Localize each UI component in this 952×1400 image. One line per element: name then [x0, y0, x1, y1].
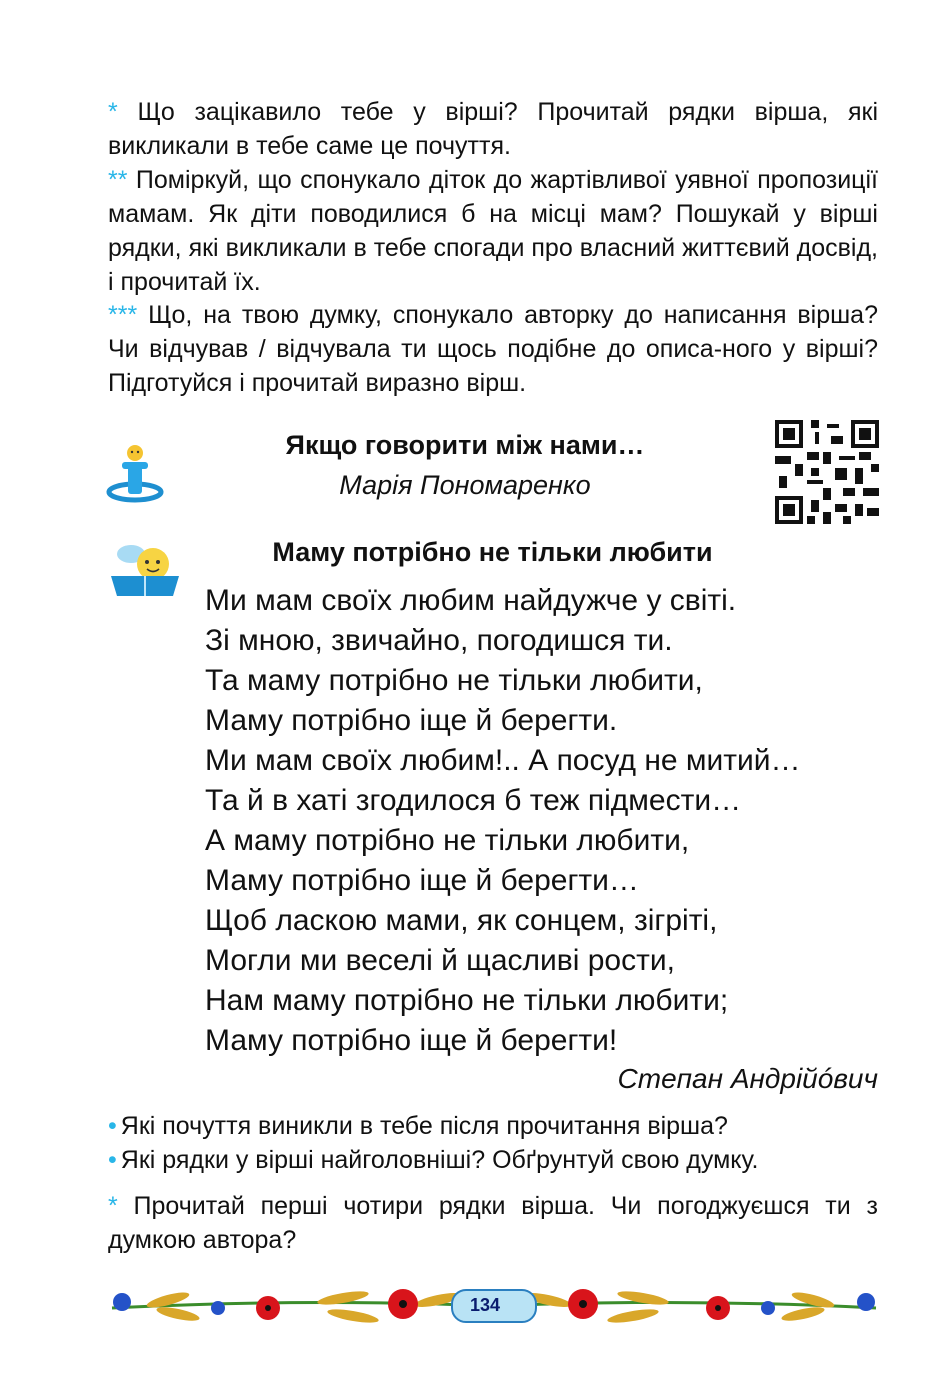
reading-child-icon: [105, 540, 185, 600]
task-text: Прочитай перші чотири рядки вірша. Чи погоджуєшся ти з думкою автора?: [108, 1192, 878, 1254]
task-bottom: [108, 1189, 878, 1257]
intro-title: Якщо говорити між нами…: [285, 430, 645, 460]
poem-line: Нам маму потрібно не тільки любити;: [205, 984, 729, 1017]
page-number: 134: [469, 1295, 501, 1315]
poem-line: Ми мам своїх любим!.. А посуд не митий…: [205, 744, 801, 777]
question-item: [108, 1109, 758, 1143]
difficulty-stars: ***: [108, 301, 138, 329]
poem-title: Маму потрібно не тільки любити: [272, 537, 713, 567]
poem-author: Степан Андрійóвич: [617, 1063, 878, 1094]
question-text: Які почуття виникли в тебе після прочитання вірша?: [120, 1112, 728, 1140]
question-list: [108, 1109, 758, 1177]
poem-line: Могли ми веселі й щасливі рости,: [205, 944, 675, 977]
poem-line: Зі мною, звичайно, погодишся ти.: [205, 624, 673, 657]
poem-line: Та маму потрібно не тільки любити,: [205, 664, 703, 697]
bullet: •: [108, 1146, 117, 1174]
bullet: •: [108, 1112, 117, 1140]
poem-line: Щоб ласкою мами, як сонцем, зігріті,: [205, 904, 718, 937]
poem-line: А маму потрібно не тільки любити,: [205, 824, 690, 857]
qr-code-icon[interactable]: [775, 420, 879, 524]
poem-line: Ми мам своїх любим найдужче у світі.: [205, 584, 737, 617]
question-item: [108, 1143, 758, 1177]
question-text: Які рядки у вірші найголовніші? Обґрунтуй свою думку.: [120, 1146, 759, 1174]
task-two-stars: [108, 163, 878, 299]
poem-line: Маму потрібно іще й берегти…: [205, 864, 639, 897]
difficulty-stars: *: [108, 1192, 118, 1220]
poem-line: Маму потрібно іще й берегти!: [205, 1024, 618, 1057]
task-three-stars: [108, 298, 878, 400]
intro-author: Марія Пономаренко: [339, 470, 591, 500]
task-text: Що зацікавило тебе у вірші? Прочитай рядки вірша, які викликали в тебе саме це почуття.: [108, 98, 879, 160]
task-one-star: [108, 95, 878, 163]
difficulty-stars: **: [108, 166, 128, 194]
poem-lines: [205, 581, 801, 1061]
poem-line: Маму потрібно іще й берегти.: [205, 704, 618, 737]
poem-line: Та й в хаті згодилося б теж підмести…: [205, 784, 742, 817]
task-text: Що, на твою думку, спонукало авторку до написання вірша? Чи відчував / відчувала ти щось подібне до описа-ного у вірші? Підготуйся і прочитай виразно вірш.: [108, 301, 878, 397]
task-text: Поміркуй, що спонукало діток до жартівливої уявної пропозиції мамам. Як діти поводилися б на місці мам? Пошукай у вірші рядки, які викликали в тебе спогади про власний життєвий досвід, і прочитай їх.: [108, 166, 878, 296]
difficulty-stars: *: [108, 98, 118, 126]
